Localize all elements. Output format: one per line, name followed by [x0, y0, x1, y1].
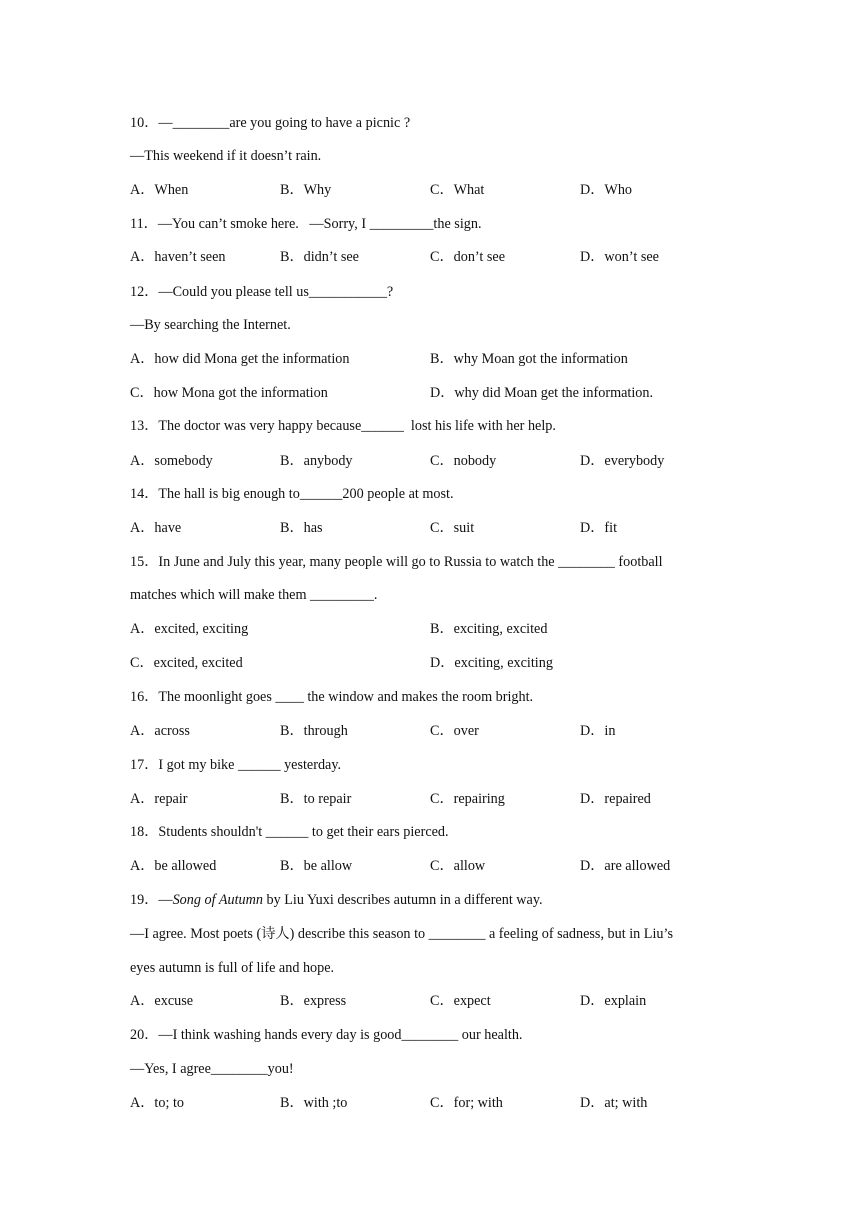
question-17-option-d[interactable]: D．repaired	[580, 791, 651, 807]
question-19-poem-title: Song of Autumn	[172, 892, 263, 908]
question-15-option-d[interactable]: D．exciting, exciting	[430, 655, 553, 671]
question-19-stem	[130, 891, 543, 909]
question-19-stem-rest: by Liu Yuxi describes autumn in a different way.	[262, 892, 543, 908]
question-11-option-d[interactable]: D．won’t see	[580, 249, 659, 265]
question-12-answer-line: —By searching the Internet.	[130, 317, 291, 333]
question-17-options	[130, 790, 730, 808]
question-15-option-c[interactable]: C．excited, excited	[130, 655, 243, 671]
question-17-option-b[interactable]: B．to repair	[280, 791, 352, 807]
question-10-option-a[interactable]: A．When	[130, 182, 189, 198]
question-17-option-c[interactable]: C．repairing	[430, 791, 505, 807]
question-10-answer-line: —This weekend if it doesn’t rain.	[130, 148, 322, 164]
question-12-option-a[interactable]: A．how did Mona get the information	[130, 351, 350, 367]
question-16-option-d[interactable]: D．in	[580, 723, 616, 739]
question-10-stem: 10．—________are you going to have a picnic ?	[130, 115, 411, 131]
question-15-option-a[interactable]: A．excited, exciting	[130, 621, 249, 637]
question-16-options	[130, 722, 730, 740]
question-11-option-c[interactable]: C．don’t see	[430, 249, 506, 265]
question-13-option-a[interactable]: A．somebody	[130, 453, 213, 469]
question-13-options	[130, 452, 730, 470]
question-18-options	[130, 857, 730, 875]
question-14-option-d[interactable]: D．fit	[580, 520, 618, 536]
question-13-stem: 13．The doctor was very happy because______ lost his life with her help.	[130, 418, 556, 434]
question-10-option-d[interactable]: D．Who	[580, 182, 633, 198]
question-19-answer-line-continued: eyes autumn is full of life and hope.	[130, 960, 335, 976]
question-11-option-a[interactable]: A．haven’t seen	[130, 249, 226, 265]
question-16-stem: 16．The moonlight goes ____ the window and makes the room bright.	[130, 689, 534, 705]
question-20-options	[130, 1094, 730, 1112]
question-20-option-b[interactable]: B．with ;to	[280, 1095, 348, 1111]
question-20-option-c[interactable]: C．for; with	[430, 1095, 503, 1111]
question-16-option-b[interactable]: B．through	[280, 723, 348, 739]
question-18-option-b[interactable]: B．be allow	[280, 858, 353, 874]
question-13-option-b[interactable]: B．anybody	[280, 453, 353, 469]
question-10-option-c[interactable]: C．What	[430, 182, 485, 198]
question-15-stem-continued: matches which will make them _________.	[130, 587, 378, 603]
question-12-options-row-1	[130, 350, 730, 368]
question-18-option-d[interactable]: D．are allowed	[580, 858, 671, 874]
question-15-options-row-2	[130, 654, 730, 672]
question-14-option-c[interactable]: C．suit	[430, 520, 475, 536]
question-19-option-d[interactable]: D．explain	[580, 993, 647, 1009]
question-11-option-b[interactable]: B．didn’t see	[280, 249, 359, 265]
question-19-option-a[interactable]: A．excuse	[130, 993, 194, 1009]
question-15-stem: 15．In June and July this year, many people will go to Russia to watch the ________ football	[130, 554, 663, 570]
question-20-option-a[interactable]: A．to; to	[130, 1095, 184, 1111]
question-20-option-d[interactable]: D．at; with	[580, 1095, 648, 1111]
question-16-option-c[interactable]: C．over	[430, 723, 479, 739]
question-12-option-d[interactable]: D．why did Moan get the information.	[430, 385, 654, 401]
question-20-stem: 20．—I think washing hands every day is good________ our health.	[130, 1027, 523, 1043]
question-16-option-a[interactable]: A．across	[130, 723, 190, 739]
question-18-option-c[interactable]: C．allow	[430, 858, 486, 874]
question-11-stem: 11．—You can’t smoke here. —Sorry, I _________the sign.	[130, 216, 482, 232]
question-14-option-b[interactable]: B．has	[280, 520, 323, 536]
question-13-option-c[interactable]: C．nobody	[430, 453, 497, 469]
question-12-option-b[interactable]: B．why Moan got the information	[430, 351, 628, 367]
question-19-prefix: 19．—	[130, 892, 173, 908]
question-15-option-b[interactable]: B．exciting, excited	[430, 621, 548, 637]
question-19-option-b[interactable]: B．express	[280, 993, 347, 1009]
question-14-option-a[interactable]: A．have	[130, 520, 182, 536]
question-20-answer-line: —Yes, I agree________you!	[130, 1061, 294, 1077]
question-14-options	[130, 519, 730, 537]
question-14-stem: 14．The hall is big enough to______200 people at most.	[130, 486, 454, 502]
question-19-answer-line: —I agree. Most poets (诗人) describe this season to ________ a feeling of sadness, but in Liu’s	[130, 926, 673, 942]
question-10-options	[130, 181, 730, 199]
question-12-stem: 12．—Could you please tell us___________?	[130, 284, 394, 300]
question-10-option-b[interactable]: B．Why	[280, 182, 332, 198]
question-17-stem: 17．I got my bike ______ yesterday.	[130, 757, 342, 773]
question-11-options	[130, 248, 730, 266]
question-19-options	[130, 992, 730, 1010]
question-15-options-row-1	[130, 620, 730, 638]
question-12-options-row-2	[130, 384, 730, 402]
question-18-stem: 18．Students shouldn't ______ to get their ears pierced.	[130, 824, 449, 840]
question-12-option-c[interactable]: C．how Mona got the information	[130, 385, 328, 401]
question-18-option-a[interactable]: A．be allowed	[130, 858, 217, 874]
question-19-option-c[interactable]: C．expect	[430, 993, 491, 1009]
question-17-option-a[interactable]: A．repair	[130, 791, 188, 807]
question-13-option-d[interactable]: D．everybody	[580, 453, 665, 469]
